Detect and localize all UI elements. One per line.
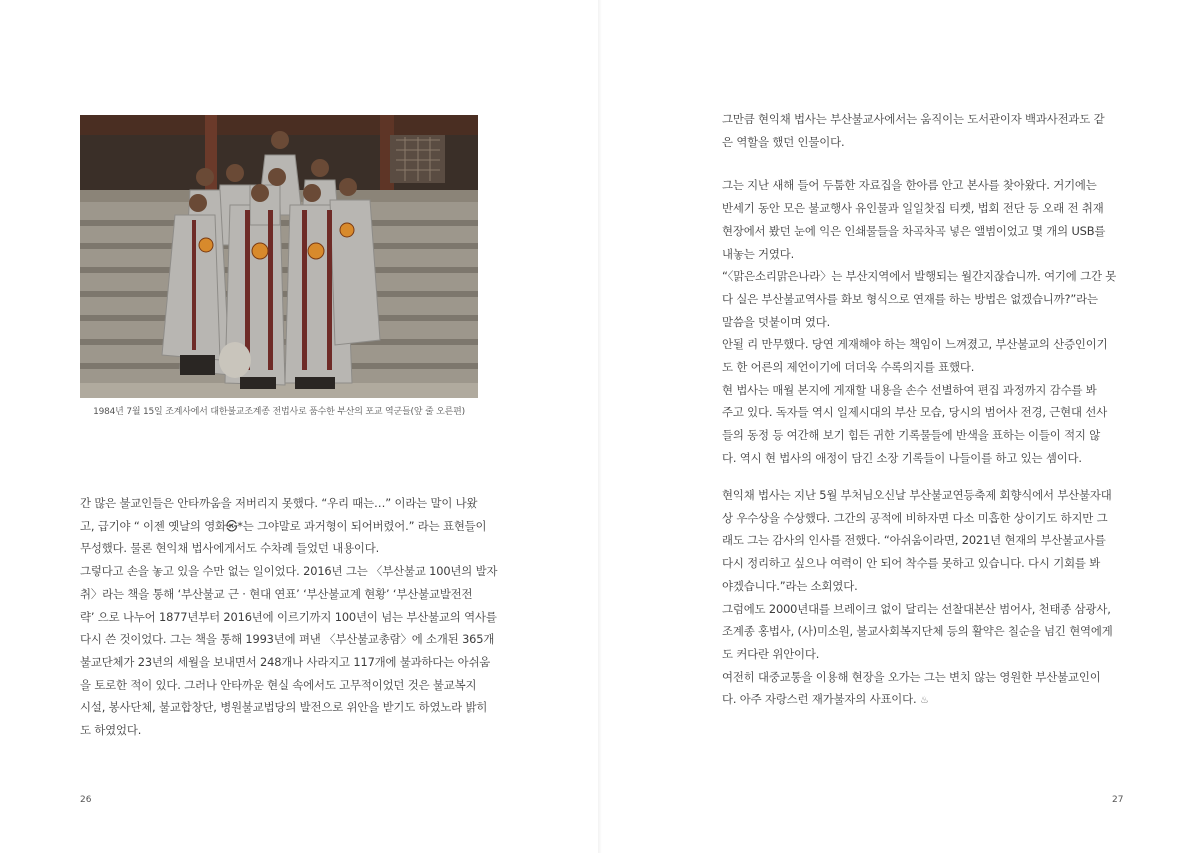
text-line: 여전히 대중교통을 이용해 현장을 오가는 그는 변치 않는 영원한 부산불교인이 (722, 669, 1101, 684)
text-line: “〈맑은소리맑은나라〉는 부산지역에서 발행되는 월간지잖습니까. 여기에 그간 못 (722, 269, 1117, 284)
text-line: 략’ 으로 나누어 1877년부터 2016년에 이르기까지 100년이 넘는 부산불교의 역사를 (80, 609, 497, 624)
text-line: 말씀을 덧붙이며 였다. (722, 314, 831, 329)
text-line: 래도 그는 감사의 인사를 전했다. “아쉬움이라면, 2021년 현재의 부산불교사를 (722, 533, 1106, 548)
text-line: 그만큼 현익채 법사는 부산불교사에서는 움직이는 도서관이자 백과사전과도 같 (722, 112, 1105, 126)
text-line (722, 688, 1106, 713)
text-line: 은 역할을 했던 인물이다. (722, 134, 845, 149)
page-number-right: 27 (1112, 795, 1124, 805)
right-body-text-top (722, 108, 1117, 470)
text-line: 도 커다란 위안이다. (722, 646, 820, 661)
photo-caption: 1984년 7월 15일 조계사에서 대한불교조계종 전법사로 품수한 부산의 포교 역군들(앞 줄 오른편) (93, 407, 465, 417)
text-line: 그럼에도 2000년대를 브레이크 없이 달리는 선찰대본산 범어사, 천태종 삼광사, (722, 601, 1111, 616)
group-photo (80, 115, 478, 398)
text-line: 야겠습니다.”라는 소회였다. (722, 578, 858, 593)
left-body-text (80, 492, 498, 742)
text-line: 다시 쓴 것이었다. 그는 책을 통해 1993년에 펴낸 〈부산불교총람〉에 소개된 365개 (80, 632, 495, 647)
text-line: 상 우수상을 수상했다. 그간의 공적에 비하자면 다소 미흡한 상이기도 하지만 그 (722, 510, 1108, 525)
text-line: 도 한 어른의 제언이기에 더더욱 수록의지를 표했다. (722, 360, 975, 375)
text-line: 그는 지난 새해 들어 두툼한 자료집을 한아름 안고 본사를 찾아왔다. 거기에는 (722, 178, 1097, 193)
text-line: 조계종 홍법사, (사)미소원, 불교사회복지단체 등의 활약은 칠순을 넘긴 현역에게 (722, 624, 1113, 639)
end-mark-icon: ♨ (919, 695, 929, 707)
text-line: 도 하였었다. (80, 723, 142, 738)
text-line: 불교단체가 23년의 세월을 보내면서 248개나 사라지고 117개에 불과하다는 아쉬움 (80, 654, 491, 669)
text-line: 취〉라는 책을 통해 ‘부산불교 근 · 현대 연표’ ‘부산불교계 현황’ ‘부산불교발전전 (80, 586, 473, 601)
text-line: 반세기 동안 모은 불교행사 유인물과 일일찻집 티켓, 법회 전단 등 오래 전 취재 (722, 201, 1104, 216)
text-line: 내놓는 거였다. (722, 246, 795, 261)
text-line-content: 다. 아주 자랑스런 재가불자의 사표이다. (722, 692, 917, 707)
text-line: 다시 정리하고 싶으나 여력이 안 되어 착수를 못하고 있습니다. 다시 기회를 봐 (722, 556, 1101, 571)
text-line: 안될 리 만무했다. 당연 게재해야 하는 책임이 느껴졌고, 부산불교의 산증인이기 (722, 337, 1108, 352)
text-line: 현 법사는 매월 본지에 게재할 내용을 손수 선별하여 편집 과정까지 감수를 봐 (722, 382, 1097, 397)
paragraph-gap (722, 153, 1106, 174)
text-line: 간 많은 불교인들은 안타까움을 저버리지 못했다. “우리 때는…” 이라는 말이 나왔 (80, 496, 478, 510)
text-line: 고, 급기야 “ 이젠 옛날의 영화㉿*는 그야말로 과거형이 되어버렸어.” 라는 표현들이 (80, 518, 487, 533)
text-line: 다 실은 부산불교역사를 화보 형식으로 연재를 하는 방법은 없겠습니까?”라는 (722, 291, 1098, 306)
text-line: 들의 동정 등 여간해 보기 힘든 귀한 기록물들에 반색을 표하는 이들이 적지 않 (722, 428, 1101, 443)
text-line: 시설, 봉사단체, 불교합창단, 병원불교법당의 발전으로 위안을 받기도 하였노라 밝히 (80, 700, 488, 715)
text-line: 무성했다. 물론 현익채 법사에게서도 수차례 들었던 내용이다. (80, 541, 380, 556)
text-line: 을 토로한 적이 있다. 그러나 안타까운 현실 속에서도 고무적이었던 것은 불교복지 (80, 677, 477, 692)
right-body-text-bottom (722, 484, 1113, 713)
text-line: 현익채 법사는 지난 5월 부처님오신날 부산불교연등축제 회향식에서 부산불자대 (722, 488, 1112, 502)
page-number-left: 26 (80, 795, 92, 805)
text-line: 주고 있다. 독자들 역시 일제시대의 부산 모습, 당시의 범어사 전경, 근현대 선사 (722, 405, 1108, 420)
text-line: 그렇다고 손을 놓고 있을 수만 없는 일이었다. 2016년 그는 〈부산불교 100년의 발자 (80, 564, 498, 579)
text-line: 현장에서 봤던 눈에 익은 인쇄물들을 차곡차곡 넣은 앨범이었고 몇 개의 USB를 (722, 223, 1106, 238)
text-line: 다. 역시 현 법사의 애정이 담긴 소장 기록들이 나들이를 하고 있는 셈이다. (722, 450, 1082, 465)
